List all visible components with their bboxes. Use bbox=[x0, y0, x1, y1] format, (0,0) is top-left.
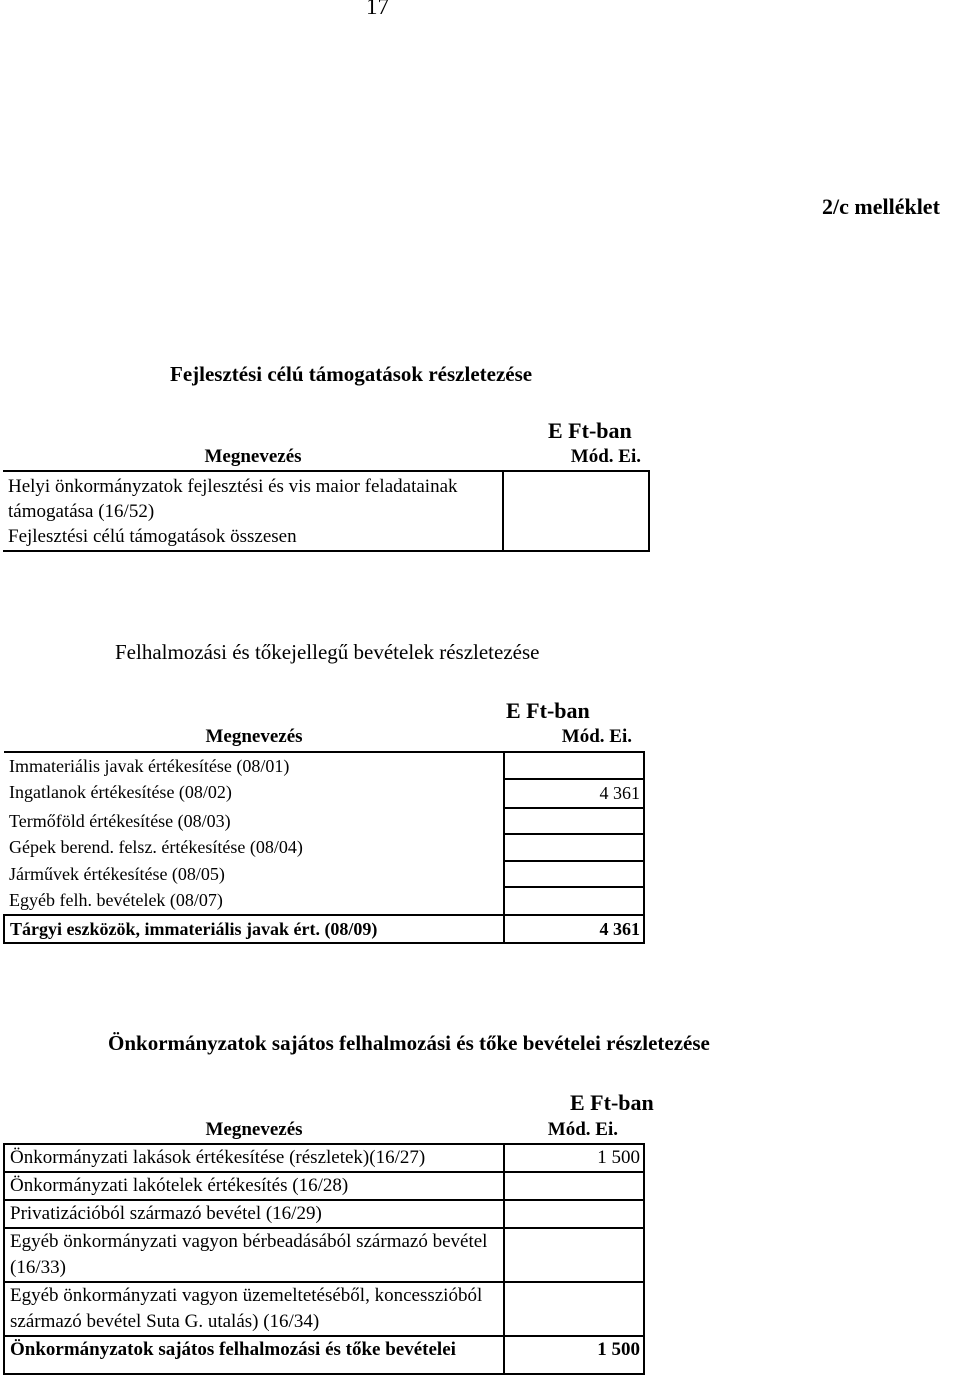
unit-label: E Ft-ban bbox=[506, 698, 590, 723]
row-value bbox=[504, 887, 644, 915]
row-name: Helyi önkormányzatok fejlesztési és vis maior feladatainak támogatása (16/52) bbox=[3, 471, 503, 524]
row-value bbox=[504, 808, 644, 835]
table-row bbox=[3, 524, 649, 551]
row-name: Ingatlanok értékesítése (08/02) bbox=[4, 779, 504, 808]
table-row bbox=[4, 861, 644, 888]
row-value bbox=[504, 834, 644, 861]
header-value: Mód. Ei. bbox=[504, 1117, 644, 1144]
row-name: Gépek berend. felsz. értékesítése (08/04) bbox=[4, 834, 504, 861]
table-row bbox=[4, 752, 644, 780]
row-value bbox=[503, 471, 649, 524]
table-row-total bbox=[4, 915, 644, 944]
table-row bbox=[4, 1144, 644, 1172]
table-row bbox=[4, 779, 644, 808]
row-name: Önkormányzati lakások értékesítése (részletek)(16/27) bbox=[4, 1144, 504, 1172]
row-value bbox=[504, 1200, 644, 1228]
annex-label: 2/c melléklet bbox=[822, 194, 940, 219]
municipal-capital-revenue-table bbox=[3, 1117, 645, 1375]
row-value: 1 500 bbox=[504, 1144, 644, 1172]
row-name: Egyéb felh. bevételek (08/07) bbox=[4, 887, 504, 915]
table-row-total bbox=[4, 1336, 644, 1374]
row-name: Egyéb önkormányzati vagyon üzemeltetéséből, koncesszióból származó bevétel Suta G. utalás) (16/34) bbox=[4, 1282, 504, 1336]
table-header bbox=[3, 444, 649, 471]
table-row bbox=[4, 808, 644, 835]
table-row bbox=[4, 1200, 644, 1228]
unit-label: E Ft-ban bbox=[548, 418, 632, 443]
section-title: Fejlesztési célú támogatások részletezése bbox=[170, 362, 533, 386]
capital-revenue-table bbox=[3, 724, 645, 944]
row-value bbox=[503, 524, 649, 551]
header-name: Megnevezés bbox=[3, 444, 503, 471]
row-name: Immateriális javak értékesítése (08/01) bbox=[4, 752, 504, 780]
table-row bbox=[3, 471, 649, 524]
table-row bbox=[4, 1228, 644, 1282]
row-name: Termőföld értékesítése (08/03) bbox=[4, 808, 504, 835]
header-value: Mód. Ei. bbox=[504, 724, 644, 752]
row-name: Járművek értékesítése (08/05) bbox=[4, 861, 504, 888]
section-title: Felhalmozási és tőkejellegű bevételek részletezése bbox=[115, 640, 540, 664]
row-name: Tárgyi eszközök, immateriális javak ért. (08/09) bbox=[4, 915, 504, 944]
header-name: Megnevezés bbox=[4, 1117, 504, 1144]
table-row bbox=[4, 1172, 644, 1200]
page-number: 17 bbox=[366, 0, 389, 19]
development-grants-table bbox=[3, 444, 650, 552]
row-value: 4 361 bbox=[504, 915, 644, 944]
row-value bbox=[504, 1228, 644, 1282]
unit-label: E Ft-ban bbox=[570, 1090, 654, 1115]
header-value: Mód. Ei. bbox=[503, 444, 649, 471]
row-value bbox=[504, 752, 644, 780]
row-name: Privatizációból származó bevétel (16/29) bbox=[4, 1200, 504, 1228]
row-value bbox=[504, 861, 644, 888]
row-value: 4 361 bbox=[504, 779, 644, 808]
table-row bbox=[4, 834, 644, 861]
table-row bbox=[4, 1282, 644, 1336]
row-name: Fejlesztési célú támogatások összesen bbox=[3, 524, 503, 551]
table-header bbox=[4, 1117, 644, 1144]
table-header bbox=[4, 724, 644, 752]
section-title: Önkormányzatok sajátos felhalmozási és tőke bevételei részletezése bbox=[108, 1031, 710, 1055]
row-value bbox=[504, 1172, 644, 1200]
row-name: Egyéb önkormányzati vagyon bérbeadásából származó bevétel (16/33) bbox=[4, 1228, 504, 1282]
row-value: 1 500 bbox=[504, 1336, 644, 1374]
table-row bbox=[4, 887, 644, 915]
row-name: Önkormányzati lakótelek értékesítés (16/28) bbox=[4, 1172, 504, 1200]
row-name: Önkormányzatok sajátos felhalmozási és tőke bevételei bbox=[4, 1336, 504, 1374]
header-name: Megnevezés bbox=[4, 724, 504, 752]
row-value bbox=[504, 1282, 644, 1336]
